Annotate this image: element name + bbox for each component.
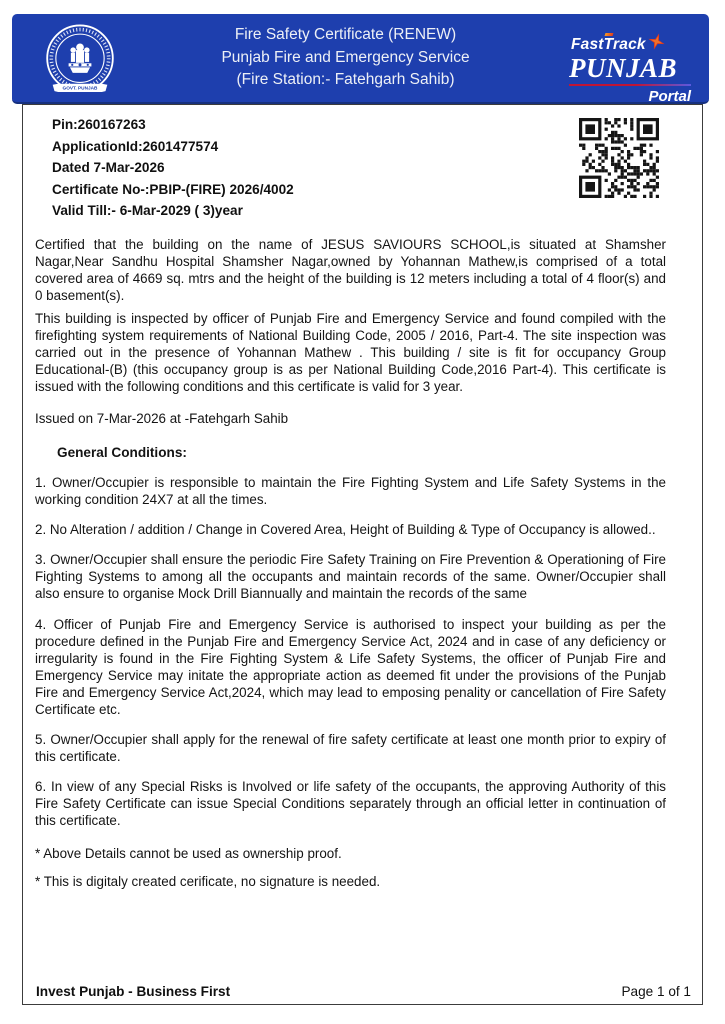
condition-item-6: 6. In view of any Special Risks is Involved or life safety of the occupants, the approving Authority of this Fire Safety Certificate can issue Special Conditions separately through an official letter in continuation of this certificate.	[35, 779, 666, 829]
dated-line: Dated 7-Mar-2026	[52, 160, 165, 175]
footer-slogan: Invest Punjab - Business First	[36, 984, 231, 999]
condition-item-1: 1. Owner/Occupier is responsible to maintain the Fire Fighting System and Life Safety Systems in the working condition 24X7 at all the times.	[35, 474, 666, 507]
note-ownership: * Above Details cannot be used as ownership proof.	[35, 846, 342, 862]
issued-on-line: Issued on 7-Mar-2026 at -Fatehgarh Sahib	[35, 410, 289, 426]
certificate-number: Certificate No-:PBIP-(FIRE) 2026/4002	[52, 181, 294, 197]
inspection-paragraph: This building is inspected by officer of Punjab Fire and Emergency Service and found compiled with the firefighting system requirements of National Building Code, 2005 / 2016, Part-4. The site inspection was carried out in the presence of Yohannan Mathew . This building / site is fit for occupancy Group Educational-(B) (this occupancy group is as per National Building Code,2016 Part-4). This certificate is issued with the following conditions and this certificate is valid for 3 year.	[35, 310, 666, 394]
header-band	[12, 14, 709, 104]
certificate-text	[35, 236, 666, 891]
note-digital: * This is digitaly created cerificate, no signature is needed.	[35, 874, 381, 890]
pin-number: Pin:260167263	[52, 117, 146, 132]
logo-portal: Portal	[648, 88, 691, 105]
govt-punjab-emblem-icon	[40, 20, 120, 102]
page-footer	[36, 984, 691, 999]
header-title-line3: (Fire Station:- Fatehgarh Sahib)	[236, 71, 455, 88]
general-conditions-heading: General Conditions:	[57, 444, 187, 460]
logo-punjab: PUNJAB	[569, 53, 678, 83]
header-title-line1: Fire Safety Certificate (RENEW)	[234, 26, 457, 43]
page-number: Page 1 of 1	[621, 984, 691, 999]
fasttrack-punjab-logo	[569, 36, 691, 105]
application-id: ApplicationId:2601477574	[52, 138, 219, 154]
header-title-line2: Punjab Fire and Emergency Service	[221, 48, 470, 66]
condition-item-4: 4. Officer of Punjab Fire and Emergency Service is authorised to inspect your building as per the procedure defined in the Punjab Fire and Emergency Service Act, 2024 and in case of any deficiency or irregularity is found in the Fire Fighting System & Life Safety Systems, the officer of Punjab Fire and Emergency Service may initate the appropriate action as deemed fit under the provisions of the Punjab Fire and Emergency Service Act,2024, which may lead to emposing penality or cancellation of Fire Safety Certificate etc.	[35, 616, 666, 717]
fasttrack-wordmark	[569, 36, 691, 54]
logo-track: Track	[603, 36, 646, 53]
header-titles	[132, 24, 559, 92]
logo-divider	[569, 84, 691, 86]
qr-code-icon	[579, 118, 659, 198]
certificate-body	[22, 104, 703, 1005]
certified-paragraph: Certified that the building on the name of JESUS SAVIOURS SCHOOL,is situated at Shamsher Nagar,Near Sandhu Hospital Shamsher Nagar,owned by Yohannan Mathew,is comprised of a total covered area of 4669 sq. mtrs and the height of the building is 12 meters including a total of 4 floor(s) and 0 basement(s).	[35, 236, 666, 303]
condition-item-5: 5. Owner/Occupier shall apply for the renewal of fire safety certificate at least one month prior to expiry of this certificate.	[35, 732, 666, 765]
star-icon	[648, 33, 665, 50]
valid-till-line: Valid Till:- 6-Mar-2029 ( 3)year	[52, 203, 243, 218]
condition-item-2: 2. No Alteration / addition / Change in Covered Area, Height of Building & Type of Occupancy is allowed..	[35, 521, 656, 537]
notes-block	[35, 845, 666, 890]
condition-item-3: 3. Owner/Occupier shall ensure the periodic Fire Safety Training on Fire Prevention & Operationing of Fire Fighting Systems to among all the occupants and maintain records of the same. Owner/Occupier shall also ensure to organise Mock Drill Biannually and maintain the records of the same	[35, 552, 666, 602]
emblem-caption: GOVT. PUNJAB	[62, 86, 98, 92]
logo-fast: Fast	[571, 36, 604, 53]
